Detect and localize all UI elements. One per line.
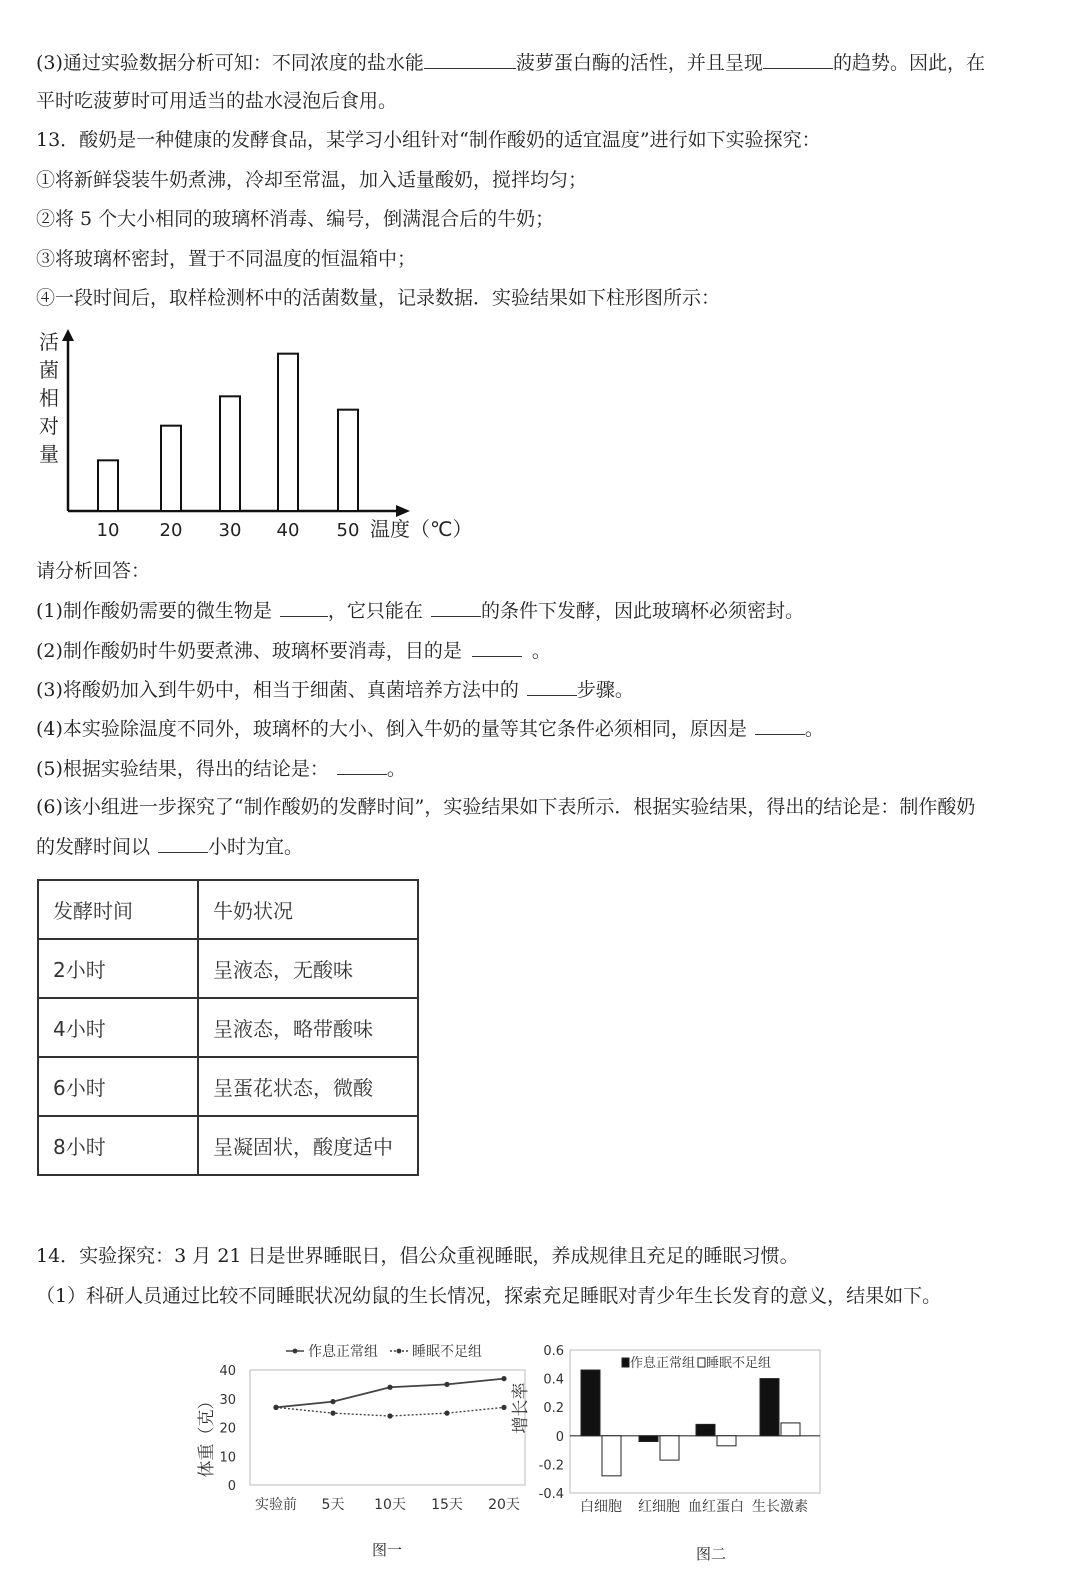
chart3-legend-swatch <box>698 1358 705 1367</box>
q13-sub3-text-a: (3)将酸奶加入到牛奶中，相当于细菌、真菌培养方法中的 <box>36 679 519 701</box>
chart2-data-point <box>273 1405 278 1410</box>
q13-sub2-text-a: (2)制作酸奶时牛奶要煮沸、玻璃杯要消毒，目的是 <box>36 640 462 662</box>
chart3-x-tick: 白细胞 <box>580 1499 622 1515</box>
table-row <box>38 939 418 998</box>
q13-sub4-text-b: 。 <box>804 718 824 740</box>
chart3-bar <box>581 1370 600 1436</box>
chart3-x-tick: 红细胞 <box>638 1499 680 1515</box>
chart3-bar <box>639 1436 658 1442</box>
q12-part3-line1 <box>36 50 985 75</box>
q13-sub6-line1: (6)该小组进一步探究了“制作酸奶的发酵时间”，实验结果如下表所示．根据实验结果，得出的结论是：制作酸奶 <box>36 796 976 818</box>
chart1-x-tick: 20 <box>159 520 183 541</box>
q12-part3-text-d: 平时吃菠萝时可用适当的盐水浸泡后食用。 <box>36 90 398 112</box>
chart3-bar <box>781 1423 800 1436</box>
chart2-legend-label: 睡眠不足组 <box>412 1344 482 1360</box>
q13-sub4 <box>36 716 824 741</box>
chart2-legend-label: 作息正常组 <box>308 1344 378 1360</box>
chart2-x-tick: 20天 <box>488 1497 520 1513</box>
q12-part3-line2 <box>36 89 397 113</box>
q14-intro: 14．实验探究：3 月 21 日是世界睡眠日，倡公众重视睡眠，养成规律且充足的睡眠习惯。 <box>36 1245 799 1267</box>
chart3-bar <box>696 1424 715 1435</box>
chart1-bar <box>220 396 240 511</box>
body-weight-line-chart <box>190 1335 535 1530</box>
chart2-legend-marker <box>397 1349 402 1354</box>
answer-blank[interactable] <box>527 677 577 696</box>
q13-sub2 <box>36 638 551 663</box>
chart3-bar <box>760 1379 779 1436</box>
table-header-row <box>38 880 418 939</box>
answer-blank[interactable] <box>158 834 208 853</box>
chart2-data-point <box>444 1382 449 1387</box>
q13-sub6-text-c: 小时为宜。 <box>208 836 304 858</box>
answer-blank[interactable] <box>755 716 805 735</box>
q13-sub1 <box>36 598 804 623</box>
chart2-data-point <box>387 1413 392 1418</box>
chart3-y-tick: -0.4 <box>538 1487 564 1502</box>
chart3-bar <box>602 1436 621 1476</box>
bacteria-temperature-bar-chart <box>30 325 480 550</box>
q13-sub6-line2 <box>36 834 303 859</box>
table-cell: 呈液态，无酸味 <box>198 939 418 998</box>
q12-part3-text-c: 的趋势。因此，在 <box>832 52 985 74</box>
chart1-xlabel: 温度（℃） <box>370 517 473 541</box>
q13-intro: 13．酸奶是一种健康的发酵食品，某学习小组针对“制作酸奶的适宜温度”进行如下实验探究： <box>36 129 821 151</box>
table-cell: 8小时 <box>38 1116 198 1175</box>
q13-sub1-text-a: (1)制作酸奶需要的微生物是 <box>36 600 272 622</box>
chart1-bar <box>338 410 358 511</box>
chart3-y-tick: 0.4 <box>543 1372 564 1388</box>
table-row <box>38 1116 418 1175</box>
chart2-y-tick: 40 <box>219 1364 236 1379</box>
chart3-x-tick: 生长激素 <box>752 1499 808 1515</box>
figure1-caption: 图一 <box>372 1541 403 1559</box>
q13-sub3-text-b: 步骤。 <box>576 679 634 701</box>
table-cell: 呈蛋花状态，微酸 <box>198 1057 418 1116</box>
chart3-y-tick: 0.2 <box>543 1401 564 1417</box>
q12-part3-text-b: 菠萝蛋白酶的活性，并且呈现 <box>515 52 763 74</box>
q13-step-3: ③将玻璃杯密封，置于不同温度的恒温箱中； <box>36 248 417 270</box>
chart1-x-tick: 50 <box>336 520 360 541</box>
q13-sub1-text-b: ，它只能在 <box>327 600 423 622</box>
chart3-ylabel: 增长率 <box>511 1382 531 1434</box>
q13-step-2: ②将 5 个大小相同的玻璃杯消毒、编号，倒满混合后的牛奶； <box>36 208 555 230</box>
q13-sub4-text-a: (4)本实验除温度不同外，玻璃杯的大小、倒入牛奶的量等其它条件必须相同，原因是 <box>36 718 747 740</box>
q13-sub5 <box>36 756 406 781</box>
chart1-bar <box>278 354 298 511</box>
q13-sub2-text-b: 。 <box>531 640 551 662</box>
figure2-caption: 图二 <box>696 1545 727 1563</box>
q12-part3-text-a: (3)通过实验数据分析可知：不同浓度的盐水能 <box>36 52 424 74</box>
q13-prompt: 请分析回答： <box>36 560 151 582</box>
chart3-legend-swatch <box>622 1358 629 1367</box>
chart2-data-point <box>330 1399 335 1404</box>
fermentation-table <box>37 879 419 1176</box>
answer-blank[interactable] <box>763 50 833 69</box>
table-cell: 2小时 <box>38 939 198 998</box>
chart3-bar <box>660 1436 679 1460</box>
table-cell: 呈凝固状，酸度适中 <box>198 1116 418 1175</box>
q13-sub5-text-b: 。 <box>386 758 406 780</box>
chart1-x-arrow <box>396 505 410 517</box>
table-row <box>38 1057 418 1116</box>
chart3-y-tick: 0.6 <box>543 1344 564 1359</box>
q13-sub1-text-c: 的条件下发酵，因此玻璃杯必须密封。 <box>480 600 804 622</box>
q13-sub5-text-a: (5)根据实验结果，得出的结论是： <box>36 758 329 780</box>
chart2-ylabel: 体重（克） <box>197 1392 217 1478</box>
chart2-data-point <box>330 1411 335 1416</box>
chart1-x-tick: 40 <box>276 520 300 541</box>
q14-sub1: （1）科研人员通过比较不同睡眠状况幼鼠的生长情况，探索充足睡眠对青少年生长发育的意义，结果如下。 <box>36 1285 942 1307</box>
chart2-legend-marker <box>293 1349 298 1354</box>
chart2-y-tick: 30 <box>219 1392 236 1408</box>
answer-blank[interactable] <box>424 50 516 69</box>
table-header-cell: 牛奶状况 <box>198 880 418 939</box>
chart2-data-point <box>501 1405 506 1410</box>
growth-rate-bar-chart <box>510 1338 840 1528</box>
chart3-bar <box>717 1436 736 1446</box>
q13-step-4: ④一段时间后，取样检测杯中的活菌数量，记录数据．实验结果如下柱形图所示： <box>36 287 721 309</box>
chart3-y-tick: 0 <box>555 1429 564 1445</box>
chart1-bar <box>161 426 181 511</box>
q13-sub3 <box>36 677 634 702</box>
chart2-x-tick: 5天 <box>321 1497 345 1513</box>
chart2-x-tick: 实验前 <box>255 1497 297 1513</box>
chart3-legend-label: 作息正常组 <box>630 1356 696 1371</box>
chart3-legend-label: 睡眠不足组 <box>706 1356 772 1371</box>
chart3-y-tick: -0.2 <box>538 1458 564 1474</box>
chart2-x-tick: 15天 <box>431 1497 463 1513</box>
chart2-y-tick: 0 <box>227 1479 236 1494</box>
table-cell: 4小时 <box>38 998 198 1057</box>
chart1-x-tick: 30 <box>218 520 242 541</box>
chart2-y-tick: 10 <box>219 1450 236 1466</box>
chart1-y-arrow <box>62 329 74 341</box>
table-cell: 呈液态，略带酸味 <box>198 998 418 1057</box>
chart1-ylabel: 活菌相对量 <box>39 330 59 466</box>
answer-blank[interactable] <box>472 638 522 657</box>
table-header-cell: 发酵时间 <box>38 880 198 939</box>
q13-step-1: ①将新鲜袋装牛奶煮沸，冷却至常温，加入适量酸奶，搅拌均匀； <box>36 169 588 191</box>
chart1-bar <box>98 460 118 511</box>
chart1-x-tick: 10 <box>96 520 120 541</box>
q13-sub6-text-b: 的发酵时间以 <box>36 836 151 858</box>
table-cell: 6小时 <box>38 1057 198 1116</box>
chart2-data-point <box>387 1385 392 1390</box>
chart2-data-point <box>444 1411 449 1416</box>
answer-blank[interactable] <box>280 598 328 617</box>
chart2-y-tick: 20 <box>219 1421 236 1437</box>
answer-blank[interactable] <box>337 756 387 775</box>
table-row <box>38 998 418 1057</box>
answer-blank[interactable] <box>431 598 481 617</box>
chart3-x-tick: 血红蛋白 <box>688 1499 744 1515</box>
chart2-series-line <box>276 1379 504 1408</box>
chart2-x-tick: 10天 <box>374 1497 406 1513</box>
chart2-data-point <box>501 1376 506 1381</box>
